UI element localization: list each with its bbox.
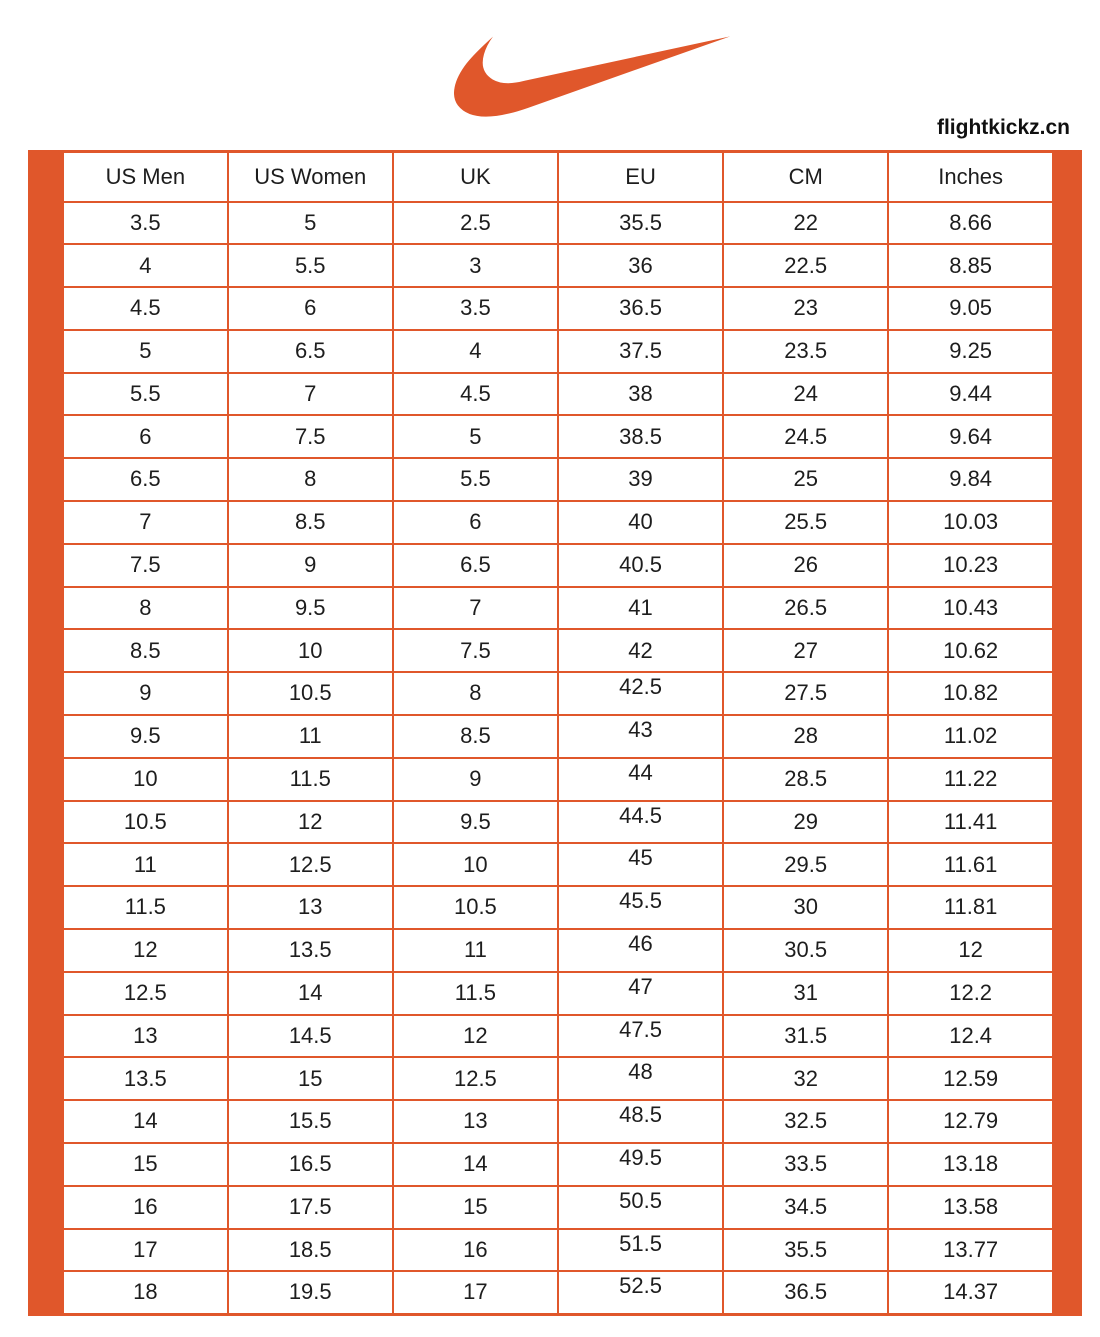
table-row (63, 415, 1054, 458)
size-cell: 15.5 (228, 1100, 393, 1143)
table-row (63, 1057, 1054, 1100)
size-cell: 14 (228, 972, 393, 1015)
table-row (63, 1143, 1054, 1186)
size-cell: 47.5 (558, 1015, 723, 1058)
table-row (63, 629, 1054, 672)
size-cell: 7 (393, 587, 558, 630)
size-cell: 9 (393, 758, 558, 801)
size-cell: 8.5 (393, 715, 558, 758)
size-cell: 23 (723, 287, 888, 330)
size-cell: 26.5 (723, 587, 888, 630)
size-cell: 15 (228, 1057, 393, 1100)
size-cell: 6 (228, 287, 393, 330)
size-cell: 28.5 (723, 758, 888, 801)
size-cell: 12 (393, 1015, 558, 1058)
size-cell: 10.5 (228, 672, 393, 715)
size-cell: 41 (558, 587, 723, 630)
size-cell: 15 (63, 1143, 228, 1186)
table-row (63, 801, 1054, 844)
size-cell: 12.4 (888, 1015, 1053, 1058)
size-cell: 9.5 (63, 715, 228, 758)
size-cell: 9.5 (228, 587, 393, 630)
size-cell: 29.5 (723, 843, 888, 886)
size-cell: 8.5 (63, 629, 228, 672)
col-header-us-women: US Women (228, 152, 393, 202)
size-cell: 7.5 (228, 415, 393, 458)
size-cell: 8.66 (888, 202, 1053, 245)
size-cell: 24 (723, 373, 888, 416)
size-cell: 15 (393, 1186, 558, 1229)
table-row (63, 544, 1054, 587)
size-conversion-table (61, 150, 1055, 1316)
size-cell: 46 (558, 929, 723, 972)
size-cell: 12.59 (888, 1057, 1053, 1100)
table-body (63, 202, 1054, 1315)
size-cell: 3 (393, 244, 558, 287)
size-cell: 10.62 (888, 629, 1053, 672)
size-cell: 10 (228, 629, 393, 672)
table-row (63, 672, 1054, 715)
table-row (63, 1100, 1054, 1143)
size-cell: 4 (393, 330, 558, 373)
nike-swoosh-icon (454, 28, 732, 120)
size-cell: 43 (558, 715, 723, 758)
size-cell: 30.5 (723, 929, 888, 972)
size-cell: 13.5 (228, 929, 393, 972)
size-cell: 31.5 (723, 1015, 888, 1058)
table-row (63, 330, 1054, 373)
size-cell: 6.5 (63, 458, 228, 501)
size-chart-frame (28, 150, 1082, 1316)
size-cell: 11.5 (63, 886, 228, 929)
size-cell: 9.05 (888, 287, 1053, 330)
size-cell: 7.5 (393, 629, 558, 672)
table-row (63, 244, 1054, 287)
size-cell: 2.5 (393, 202, 558, 245)
table-row (63, 373, 1054, 416)
table-row (63, 843, 1054, 886)
table-row (63, 587, 1054, 630)
size-cell: 36.5 (723, 1271, 888, 1314)
table-row (63, 1229, 1054, 1272)
size-cell: 6 (63, 415, 228, 458)
size-cell: 47 (558, 972, 723, 1015)
size-cell: 38.5 (558, 415, 723, 458)
size-cell: 40 (558, 501, 723, 544)
size-cell: 36.5 (558, 287, 723, 330)
size-cell: 5.5 (393, 458, 558, 501)
size-cell: 22.5 (723, 244, 888, 287)
size-cell: 48 (558, 1057, 723, 1100)
size-cell: 14.37 (888, 1271, 1053, 1314)
size-cell: 12 (888, 929, 1053, 972)
size-cell: 26 (723, 544, 888, 587)
table-row (63, 501, 1054, 544)
website-label: flightkickz.cn (936, 116, 1070, 139)
size-cell: 10.43 (888, 587, 1053, 630)
size-cell: 5 (63, 330, 228, 373)
size-cell: 19.5 (228, 1271, 393, 1314)
size-cell: 10.03 (888, 501, 1053, 544)
size-cell: 40.5 (558, 544, 723, 587)
header-row (63, 152, 1054, 202)
size-cell: 25.5 (723, 501, 888, 544)
size-cell: 32 (723, 1057, 888, 1100)
size-cell: 17.5 (228, 1186, 393, 1229)
size-cell: 10.23 (888, 544, 1053, 587)
table-row (63, 886, 1054, 929)
size-cell: 8 (393, 672, 558, 715)
size-cell: 5.5 (228, 244, 393, 287)
size-cell: 9.25 (888, 330, 1053, 373)
size-cell: 27.5 (723, 672, 888, 715)
table-row (63, 458, 1054, 501)
size-cell: 9 (228, 544, 393, 587)
size-cell: 25 (723, 458, 888, 501)
size-cell: 12.5 (228, 843, 393, 886)
size-cell: 9.5 (393, 801, 558, 844)
size-cell: 45.5 (558, 886, 723, 929)
col-header-inches: Inches (888, 152, 1053, 202)
size-cell: 18 (63, 1271, 228, 1314)
size-cell: 52.5 (558, 1271, 723, 1314)
size-cell: 13 (228, 886, 393, 929)
size-cell: 8.85 (888, 244, 1053, 287)
size-cell: 4.5 (63, 287, 228, 330)
size-cell: 8 (63, 587, 228, 630)
size-cell: 13 (63, 1015, 228, 1058)
size-cell: 11.02 (888, 715, 1053, 758)
size-cell: 8.5 (228, 501, 393, 544)
table-row (63, 929, 1054, 972)
size-cell: 44 (558, 758, 723, 801)
size-cell: 50.5 (558, 1186, 723, 1229)
size-cell: 42.5 (558, 672, 723, 715)
size-cell: 34.5 (723, 1186, 888, 1229)
size-cell: 5 (393, 415, 558, 458)
size-cell: 7.5 (63, 544, 228, 587)
size-cell: 38 (558, 373, 723, 416)
size-cell: 5.5 (63, 373, 228, 416)
table-row (63, 287, 1054, 330)
table-row (63, 972, 1054, 1015)
size-cell: 14.5 (228, 1015, 393, 1058)
size-cell: 11 (228, 715, 393, 758)
size-cell: 11.5 (393, 972, 558, 1015)
size-cell: 30 (723, 886, 888, 929)
size-cell: 35.5 (723, 1229, 888, 1272)
size-cell: 11 (393, 929, 558, 972)
col-header-uk: UK (393, 152, 558, 202)
size-cell: 22 (723, 202, 888, 245)
size-cell: 12 (228, 801, 393, 844)
size-cell: 5 (228, 202, 393, 245)
size-cell: 10 (393, 843, 558, 886)
size-cell: 7 (63, 501, 228, 544)
size-cell: 51.5 (558, 1229, 723, 1272)
size-cell: 14 (63, 1100, 228, 1143)
size-cell: 12.5 (63, 972, 228, 1015)
size-cell: 32.5 (723, 1100, 888, 1143)
size-cell: 9 (63, 672, 228, 715)
size-cell: 12 (63, 929, 228, 972)
size-cell: 11.81 (888, 886, 1053, 929)
size-cell: 4 (63, 244, 228, 287)
size-cell: 6.5 (393, 544, 558, 587)
size-cell: 12.5 (393, 1057, 558, 1100)
size-cell: 13.18 (888, 1143, 1053, 1186)
size-cell: 27 (723, 629, 888, 672)
size-cell: 33.5 (723, 1143, 888, 1186)
size-cell: 11.22 (888, 758, 1053, 801)
size-cell: 29 (723, 801, 888, 844)
table-header (63, 152, 1054, 202)
col-header-cm: CM (723, 152, 888, 202)
size-cell: 17 (393, 1271, 558, 1314)
size-cell: 28 (723, 715, 888, 758)
size-cell: 14 (393, 1143, 558, 1186)
size-cell: 8 (228, 458, 393, 501)
size-cell: 16 (63, 1186, 228, 1229)
size-cell: 39 (558, 458, 723, 501)
table-row (63, 1186, 1054, 1229)
size-cell: 6 (393, 501, 558, 544)
size-cell: 13.58 (888, 1186, 1053, 1229)
size-cell: 4.5 (393, 373, 558, 416)
size-cell: 44.5 (558, 801, 723, 844)
size-cell: 35.5 (558, 202, 723, 245)
size-cell: 48.5 (558, 1100, 723, 1143)
size-cell: 10.82 (888, 672, 1053, 715)
size-cell: 12.79 (888, 1100, 1053, 1143)
table-row (63, 758, 1054, 801)
size-cell: 16 (393, 1229, 558, 1272)
size-cell: 13.77 (888, 1229, 1053, 1272)
size-cell: 9.84 (888, 458, 1053, 501)
size-cell: 11 (63, 843, 228, 886)
size-cell: 3.5 (63, 202, 228, 245)
size-cell: 7 (228, 373, 393, 416)
size-cell: 36 (558, 244, 723, 287)
size-cell: 11.41 (888, 801, 1053, 844)
size-cell: 24.5 (723, 415, 888, 458)
size-cell: 11.61 (888, 843, 1053, 886)
table-row (63, 202, 1054, 245)
col-header-eu: EU (558, 152, 723, 202)
size-cell: 13.5 (63, 1057, 228, 1100)
size-cell: 11.5 (228, 758, 393, 801)
size-cell: 16.5 (228, 1143, 393, 1186)
size-cell: 13 (393, 1100, 558, 1143)
size-cell: 23.5 (723, 330, 888, 373)
size-cell: 31 (723, 972, 888, 1015)
size-cell: 17 (63, 1229, 228, 1272)
size-cell: 10.5 (63, 801, 228, 844)
col-header-us-men: US Men (63, 152, 228, 202)
size-cell: 6.5 (228, 330, 393, 373)
size-cell: 10.5 (393, 886, 558, 929)
size-cell: 49.5 (558, 1143, 723, 1186)
size-cell: 37.5 (558, 330, 723, 373)
table-row (63, 1271, 1054, 1314)
size-cell: 18.5 (228, 1229, 393, 1272)
size-cell: 9.64 (888, 415, 1053, 458)
table-row (63, 1015, 1054, 1058)
size-cell: 12.2 (888, 972, 1053, 1015)
size-cell: 45 (558, 843, 723, 886)
size-cell: 10 (63, 758, 228, 801)
size-cell: 3.5 (393, 287, 558, 330)
size-cell: 42 (558, 629, 723, 672)
size-cell: 9.44 (888, 373, 1053, 416)
table-row (63, 715, 1054, 758)
